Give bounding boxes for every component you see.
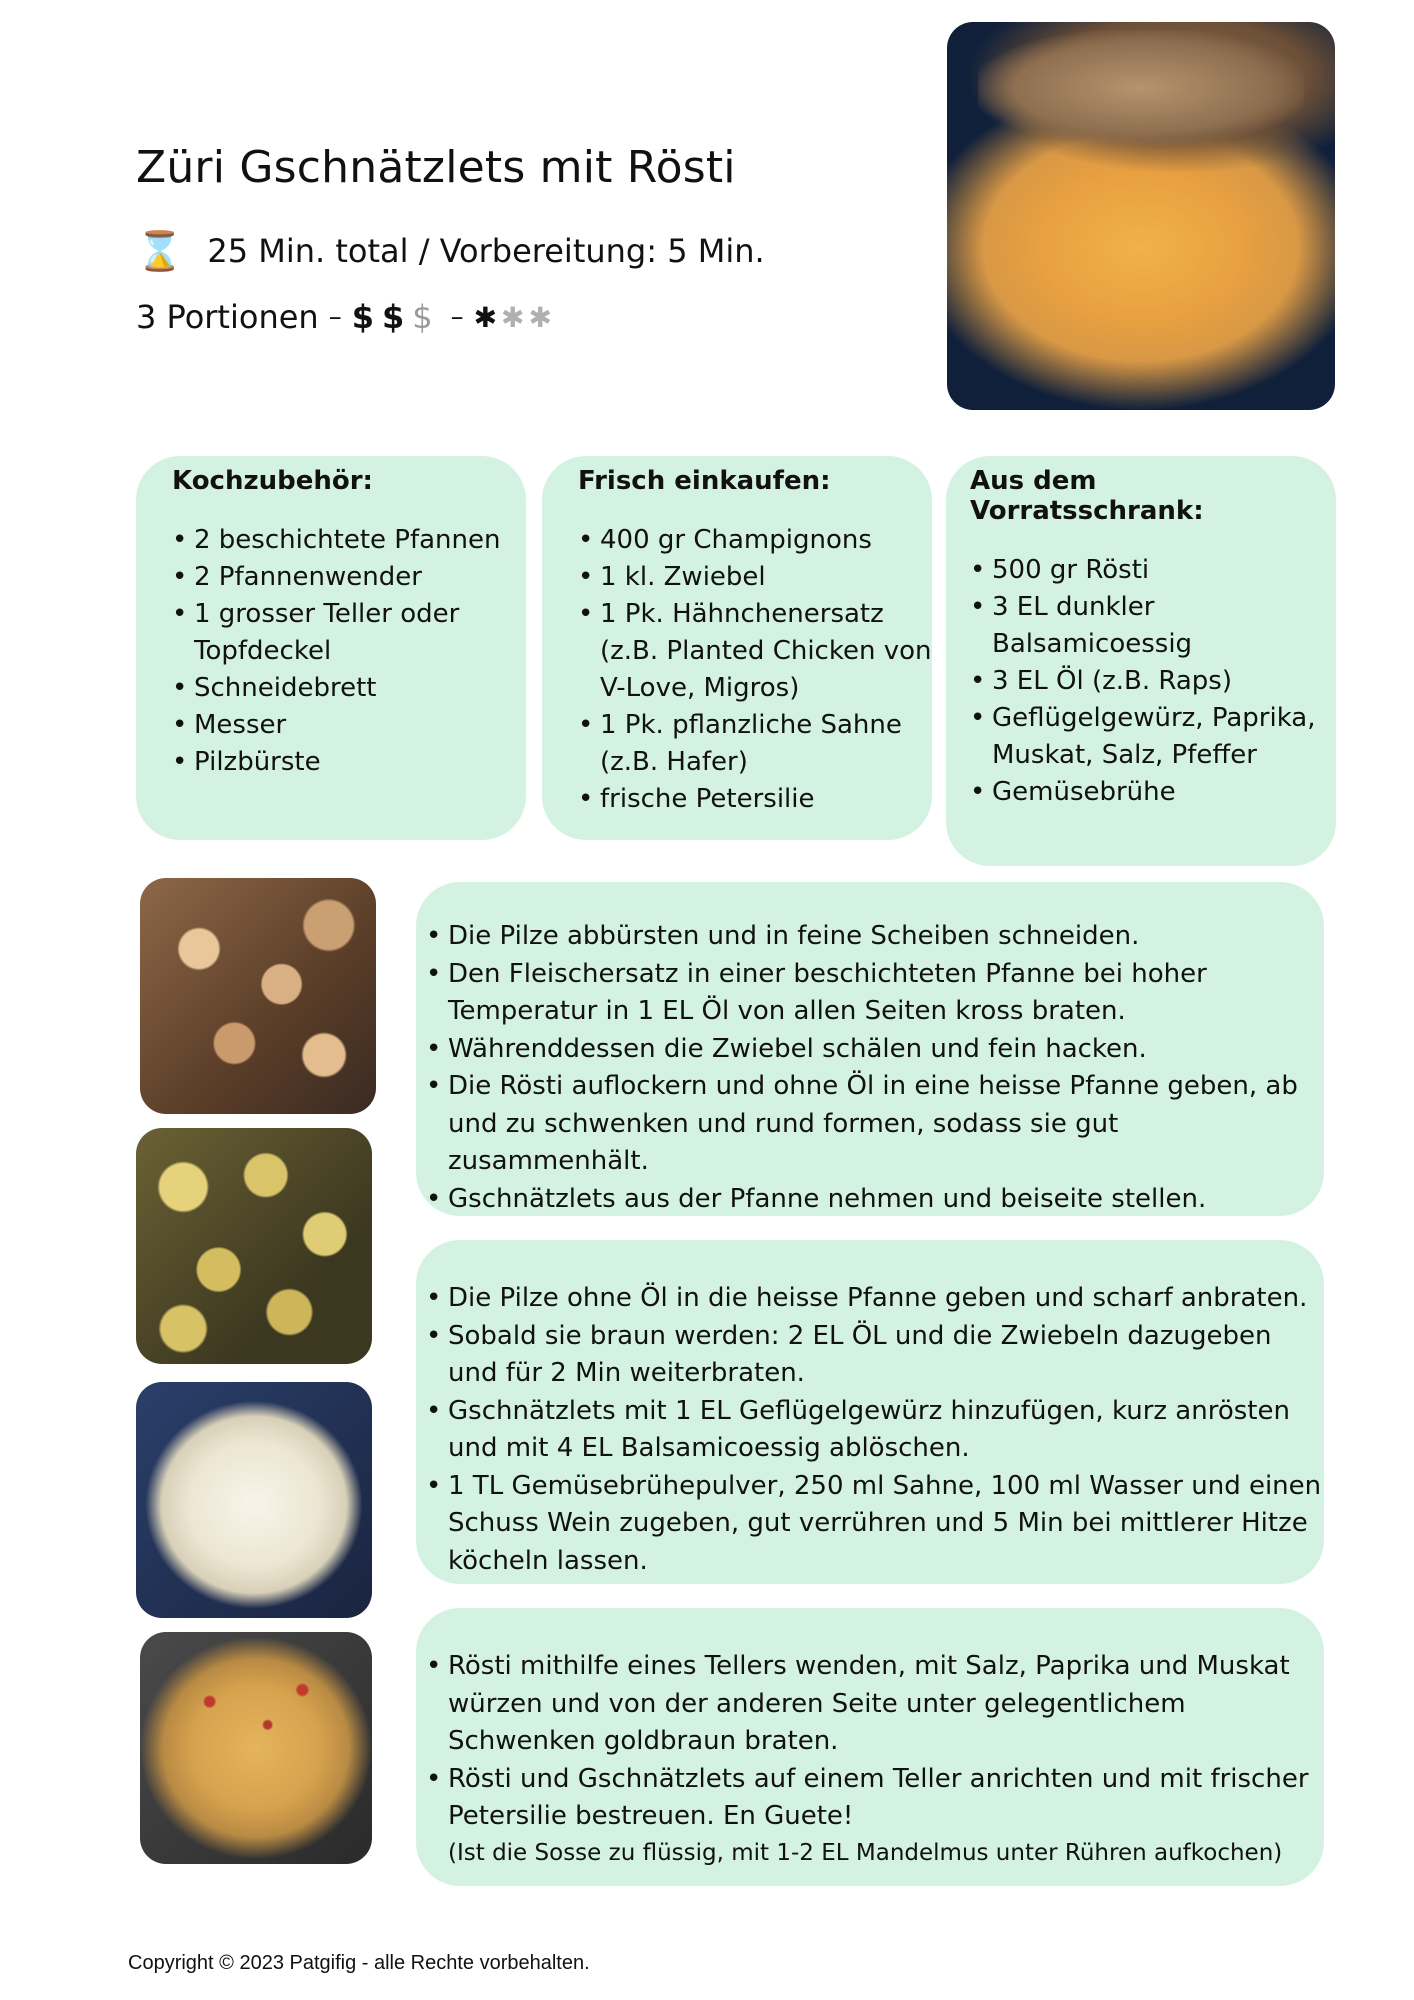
step-card-2 xyxy=(416,1240,1324,1584)
pantry-title: Aus dem Vorratsschrank: xyxy=(970,466,1204,526)
step-item: • Gschnätzlets aus der Pfanne nehmen und beiseite stellen. xyxy=(426,1181,1324,1219)
step-card-3 xyxy=(416,1608,1324,1886)
list-item: • 2 Pfannenwender xyxy=(172,559,526,596)
step-item: • Rösti mithilfe eines Tellers wenden, mit Salz, Paprika und Muskat würzen und von der anderen Seite unter gelegentlichem Schwenken goldbraun braten. xyxy=(426,1648,1324,1761)
step-photo-chicken xyxy=(140,878,376,1114)
fresh-title: Frisch einkaufen: xyxy=(578,466,831,496)
list-item: • 1 Pk. Hähnchenersatz (z.B. Planted Chicken von V-Love, Migros) xyxy=(578,596,932,707)
equipment-title: Kochzubehör: xyxy=(172,466,373,496)
cost-symbol-active: $ xyxy=(351,298,374,336)
step-photo-mushrooms xyxy=(136,1128,372,1364)
pantry-card xyxy=(946,456,1336,866)
portions-info xyxy=(136,298,556,336)
list-item: • Schneidebrett xyxy=(172,670,526,707)
step-item: • Währenddessen die Zwiebel schälen und fein hacken. xyxy=(426,1031,1324,1069)
separator: – xyxy=(450,302,464,332)
list-item: • 1 kl. Zwiebel xyxy=(578,559,932,596)
step-item: • Sobald sie braun werden: 2 EL ÖL und die Zwiebeln dazugeben und für 2 Min weiterbraten. xyxy=(426,1318,1324,1393)
equipment-card xyxy=(136,456,526,840)
cost-symbol-inactive: $ xyxy=(412,298,433,336)
step-photo-sauce xyxy=(140,1632,372,1864)
list-item: • frische Petersilie xyxy=(578,781,932,818)
step-photo-roesti xyxy=(136,1382,372,1618)
difficulty-icon-active: ✱ xyxy=(473,300,498,334)
list-item: • Geflügelgewürz, Paprika, Muskat, Salz, Pfeffer xyxy=(970,700,1336,774)
step-item: • Rösti und Gschnätzlets auf einem Teller anrichten und mit frischer Petersilie bestreuen. En Guete! xyxy=(426,1761,1324,1836)
step-list xyxy=(426,1280,1324,1580)
fresh-card xyxy=(542,456,932,840)
step-item: • Gschnätzlets mit 1 EL Geflügelgewürz hinzufügen, kurz anrösten und mit 4 EL Balsamicoessig ablöschen. xyxy=(426,1393,1324,1468)
list-item: • 3 EL Öl (z.B. Raps) xyxy=(970,663,1336,700)
list-item: • 500 gr Rösti xyxy=(970,552,1336,589)
equipment-list xyxy=(172,522,526,781)
list-item: • Messer xyxy=(172,707,526,744)
list-item: • 2 beschichtete Pfannen xyxy=(172,522,526,559)
list-item: • 3 EL dunkler Balsamicoessig xyxy=(970,589,1336,663)
portions-text: 3 Portionen xyxy=(136,298,319,336)
dish-photo xyxy=(947,22,1335,410)
cost-symbol-active: $ xyxy=(381,298,405,336)
step-item: • Die Pilze ohne Öl in die heisse Pfanne geben und scharf anbraten. xyxy=(426,1280,1324,1318)
difficulty-icon-inactive: ✱ xyxy=(501,300,525,334)
step-item: • 1 TL Gemüsebrühepulver, 250 ml Sahne, 100 ml Wasser und einen Schuss Wein zugeben, gut verrühren und 5 Min bei mittlerer Hitze köcheln lassen. xyxy=(426,1468,1324,1581)
step-list xyxy=(426,918,1324,1218)
step-item: • Den Fleischersatz in einer beschichteten Pfanne bei hoher Temperatur in 1 EL Öl von allen Seiten kross braten. xyxy=(426,956,1324,1031)
time-text: 25 Min. total / Vorbereitung: 5 Min. xyxy=(207,232,765,270)
list-item: • Gemüsebrühe xyxy=(970,774,1336,811)
list-item: • 400 gr Champignons xyxy=(578,522,932,559)
recipe-title: Züri Gschnätzlets mit Rösti xyxy=(136,142,736,193)
pantry-list xyxy=(970,552,1336,811)
list-item: • 1 Pk. pflanzliche Sahne (z.B. Hafer) xyxy=(578,707,932,781)
difficulty-icon-inactive: ✱ xyxy=(528,300,552,334)
step-note: (Ist die Sosse zu flüssig, mit 1-2 EL Mandelmus unter Rühren aufkochen) xyxy=(448,1839,1283,1866)
time-info xyxy=(136,229,765,273)
step-item: • Die Pilze abbürsten und in feine Scheiben schneiden. xyxy=(426,918,1324,956)
separator: – xyxy=(328,302,342,332)
hourglass-icon: ⌛ xyxy=(136,229,184,273)
step-list xyxy=(426,1648,1324,1836)
list-item: • Pilzbürste xyxy=(172,744,526,781)
list-item: • 1 grosser Teller oder Topfdeckel xyxy=(172,596,526,670)
copyright-footer: Copyright © 2023 Patgifig - alle Rechte vorbehalten. xyxy=(128,1952,590,1974)
step-card-1 xyxy=(416,882,1324,1216)
step-item: • Die Rösti auflockern und ohne Öl in eine heisse Pfanne geben, ab und zu schwenken und rund formen, sodass sie gut zusammenhält. xyxy=(426,1068,1324,1181)
fresh-list xyxy=(578,522,932,818)
